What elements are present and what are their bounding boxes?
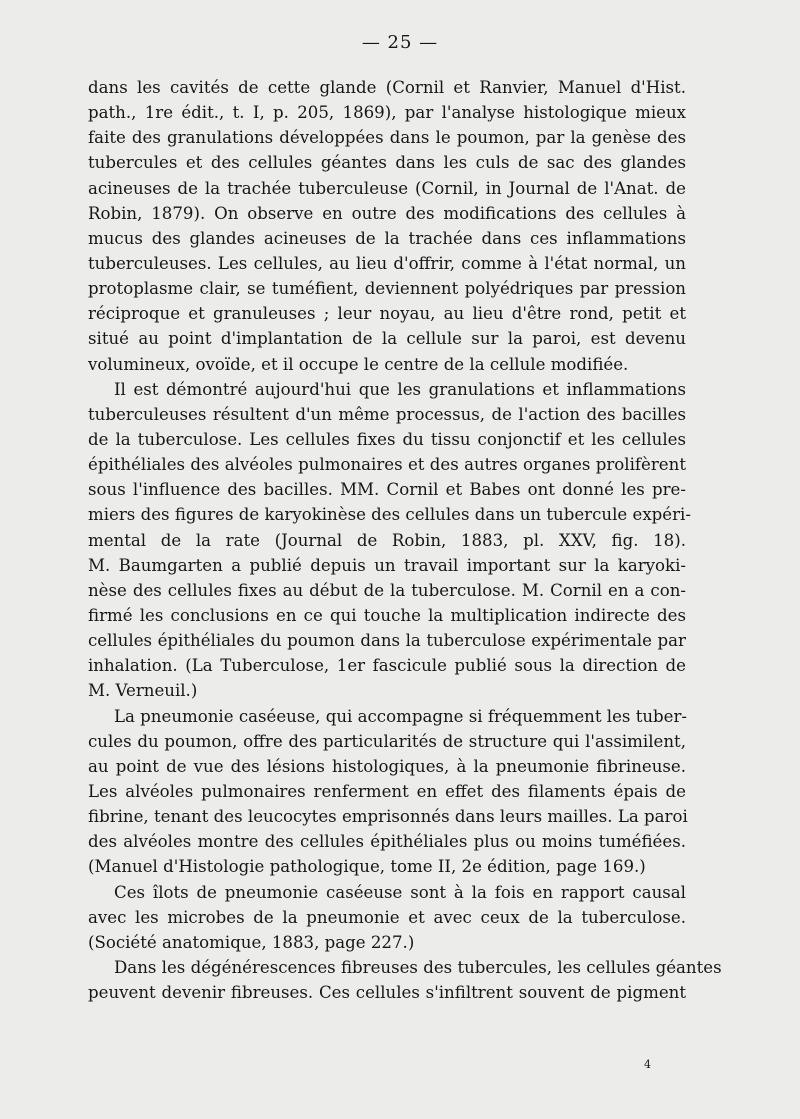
text-line: path., 1re édit., t. I, p. 205, 1869), par l'analyse histologique mieux	[88, 103, 686, 123]
text-line: peuvent devenir fibreuses. Ces cellules s'infiltrent souvent de pigment	[88, 983, 686, 1003]
text-line: au point de vue des lésions histologiques, à la pneumonie fibrineuse.	[88, 756, 686, 776]
text-line: avec les microbes de la pneumonie et avec ceux de la tuberculose.	[88, 907, 686, 927]
text-line: nèse des cellules fixes au début de la tuberculose. M. Cornil en a con-	[88, 580, 686, 600]
text-line: faite des granulations développées dans le poumon, par la genèse des	[88, 128, 686, 148]
text-line: protoplasme clair, se tuméfient, deviennent polyédriques par pression	[88, 279, 686, 299]
text-line: fibrine, tenant des leucocytes emprisonnés dans leurs mailles. La paroi	[88, 807, 688, 827]
text-line: La pneumonie caséeuse, qui accompagne si fréquemment les tuber-	[114, 706, 688, 726]
text-line: volumineux, ovoïde, et il occupe le centre de la cellule modifiée.	[88, 354, 629, 374]
text-line: (Société anatomique, 1883, page 227.)	[88, 932, 415, 952]
text-line: Il est démontré aujourd'hui que les granulations et inflammations	[114, 379, 686, 399]
text-line: tuberculeuses résultent d'un même processus, de l'action des bacilles	[88, 404, 686, 424]
text-line: acineuses de la trachée tuberculeuse (Cornil, in Journal de l'Anat. de	[88, 178, 686, 198]
text-line: mucus des glandes acineuses de la trachée dans ces inflammations	[88, 228, 686, 248]
text-line: situé au point d'implantation de la cellule sur la paroi, est devenu	[88, 329, 686, 349]
text-line: tubercules et des cellules géantes dans les culs de sac des glandes	[88, 153, 686, 173]
text-line: Ces îlots de pneumonie caséeuse sont à la fois en rapport causal	[114, 882, 686, 902]
text-line: dans les cavités de cette glande (Cornil et Ranvier, Manuel d'Hist.	[88, 78, 686, 97]
text-line: cules du poumon, offre des particularités de structure qui l'assimilent,	[88, 731, 686, 751]
text-line: inhalation. (La Tuberculose, 1er fascicule publié sous la direction de	[88, 656, 686, 676]
text-line: sous l'influence des bacilles. MM. Cornil et Babes ont donné les pre-	[88, 480, 686, 500]
text-line: des alvéoles montre des cellules épithéliales plus ou moins tuméfiées.	[88, 832, 686, 852]
text-line: firmé les conclusions en ce qui touche la multiplication indirecte des	[88, 605, 686, 625]
text-line: M. Verneuil.)	[88, 681, 198, 701]
text-line: M. Baumgarten a publié depuis un travail important sur la karyoki-	[88, 555, 686, 575]
text-line: Dans les dégénérescences fibreuses des tubercules, les cellules géantes	[114, 957, 722, 977]
text-line: tuberculeuses. Les cellules, au lieu d'offrir, comme à l'état normal, un	[88, 253, 686, 273]
text-line: miers des figures de karyokinèse des cellules dans un tubercule expéri-	[88, 505, 691, 525]
text-line: cellules épithéliales du poumon dans la tuberculose expérimentale par	[88, 631, 686, 651]
text-line: Robin, 1879). On observe en outre des modifications des cellules à	[88, 203, 686, 223]
text-line: épithéliales des alvéoles pulmonaires et des autres organes prolifèrent	[88, 455, 686, 475]
body-text	[88, 75, 722, 1005]
text-line: Les alvéoles pulmonaires renferment en effet des filaments épais de	[88, 781, 686, 801]
text-line: de la tuberculose. Les cellules fixes du tissu conjonctif et les cellules	[88, 429, 686, 449]
text-line: mental de la rate (Journal de Robin, 1883, pl. XXV, fig. 18).	[88, 530, 686, 550]
page-number: — 25 —	[361, 32, 439, 53]
signature-mark: 4	[644, 1058, 651, 1071]
text-line: réciproque et granuleuses ; leur noyau, au lieu d'être rond, petit et	[88, 304, 686, 324]
text-line: (Manuel d'Histologie pathologique, tome II, 2e édition, page 169.)	[88, 857, 646, 877]
